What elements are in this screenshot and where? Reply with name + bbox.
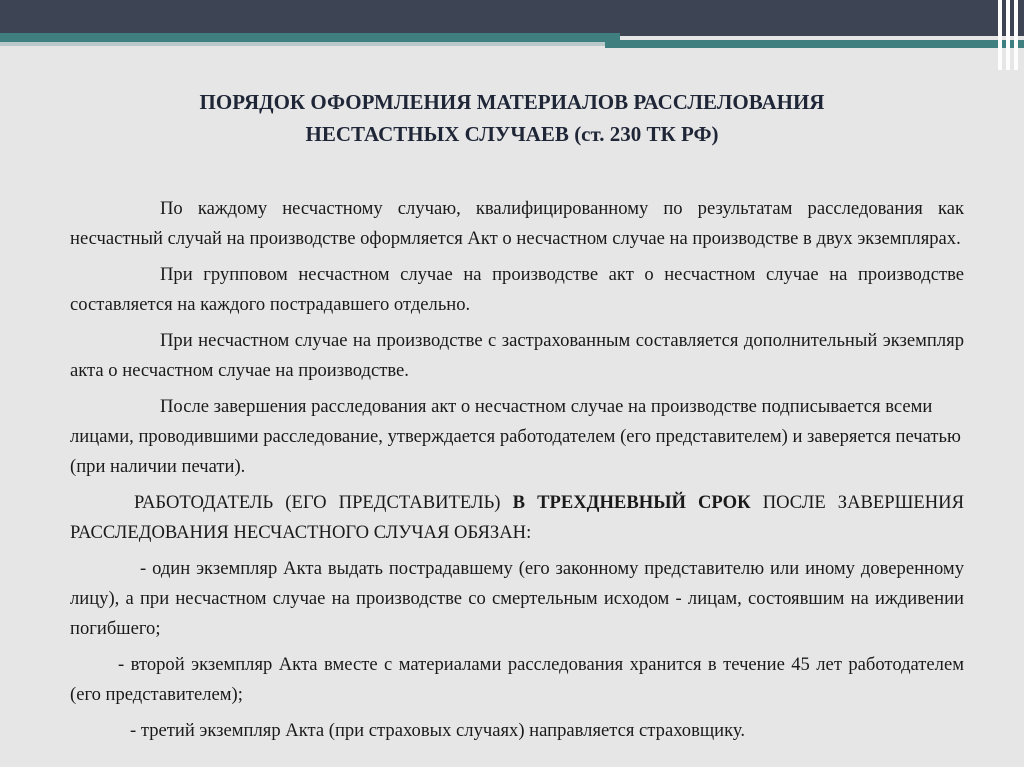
header-bar xyxy=(0,0,1024,36)
employer-text-end: ПОСЛЕ ЗАВЕРШЕНИЯ РАССЛЕДОВАНИЯ НЕСЧАСТНОГО СЛУЧАЯ ОБЯЗАН: xyxy=(70,492,964,543)
slide-title xyxy=(70,86,954,150)
employer-text-start: РАБОТОДАТЕЛЬ (ЕГО ПРЕДСТАВИТЕЛЬ) xyxy=(134,492,513,513)
paragraph-group-accident: При групповом несчастном случае на производстве акт о несчастном случае на производстве составляется на каждого пострадавшего отдельно. xyxy=(70,264,964,315)
corner-decoration xyxy=(996,0,1024,70)
paragraph-employer-obligation xyxy=(70,488,964,548)
paragraph-signing: После завершения расследования акт о несчастном случае на производстве подписывается всеми лицами, проводившими расследование, утверждается работодателем (его представителем) и заверяется печатью (при наличии печати). xyxy=(70,396,961,477)
slide-title-line-1: ПОРЯДОК ОФОРМЛЕНИЯ МАТЕРИАЛОВ РАССЛЕЛОВАНИЯ xyxy=(199,90,825,114)
header-accent-stripe xyxy=(0,33,620,42)
list-item-first-copy: - один экземпляр Акта выдать пострадавшему (его законному представителю или иному доверенному лицу), а при несчастном случае на производстве со смертельным исходом - лицам, состоявшим на иждивении погибшего; xyxy=(70,558,964,639)
paragraph-insured: При несчастном случае на производстве с застрахованным составляется дополнительный экземпляр акта о несчастном случае на производстве. xyxy=(70,330,964,381)
three-day-term: В ТРЕХДНЕВНЫЙ СРОК xyxy=(512,492,751,513)
list-item-second-copy: - второй экземпляр Акта вместе с материалами расследования хранится в течение 45 лет работодателем (его представителем); xyxy=(70,654,964,705)
paragraph-acts-issued: По каждому несчастному случаю, квалифицированному по результатам расследования как несчастный случай на производстве оформляется Акт о несчастном случае на производстве в двух экземплярах. xyxy=(70,198,964,249)
slide-body xyxy=(70,194,964,746)
header-accent-stripe-right xyxy=(605,40,1024,48)
list-item-third-copy: - третий экземпляр Акта (при страховых случаях) направляется страховщику. xyxy=(130,720,745,741)
slide-title-line-2: НЕСТАСТНЫХ СЛУЧАЕВ (ст. 230 ТК РФ) xyxy=(305,122,719,146)
